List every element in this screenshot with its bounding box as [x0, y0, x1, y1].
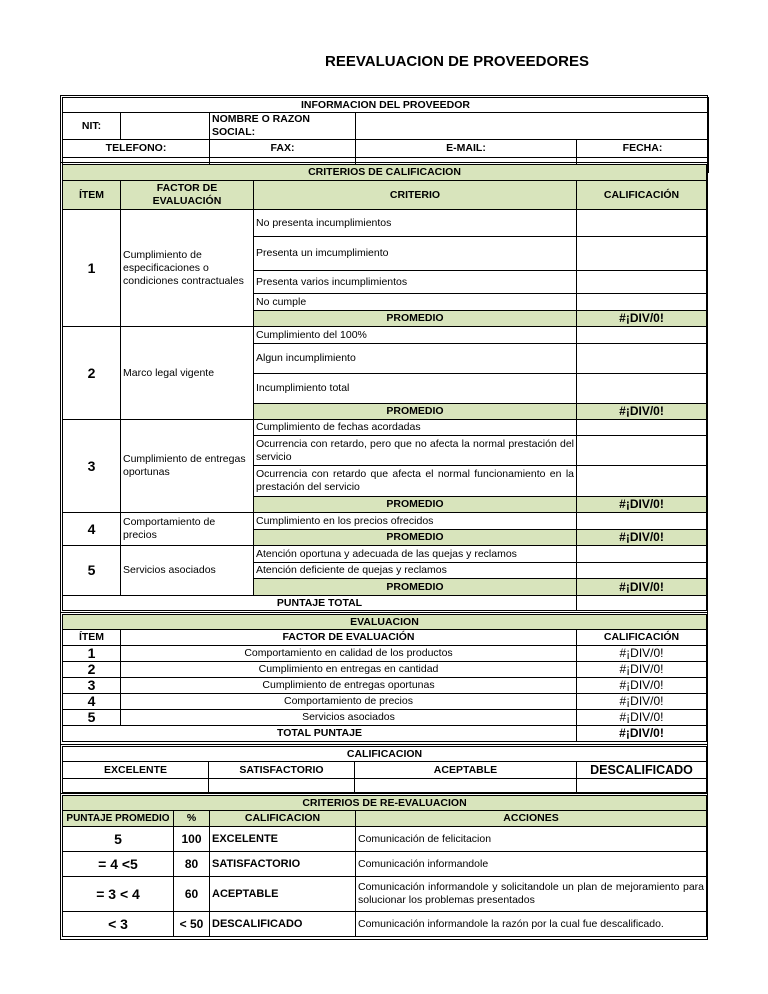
score-cell[interactable]	[577, 563, 707, 579]
phone-label: TELEFONO:	[63, 140, 210, 158]
reeval-col-score: PUNTAJE PROMEDIO	[63, 811, 174, 827]
score-cell[interactable]	[577, 271, 707, 294]
date-label: FECHA:	[577, 140, 709, 158]
table-row	[63, 912, 707, 937]
reeval-score: = 3 < 4	[63, 877, 174, 912]
col-score-header: CALIFICACIÓN	[577, 181, 707, 210]
rating-excelente: EXCELENTE	[63, 762, 209, 779]
reeval-rating: EXCELENTE	[210, 827, 356, 852]
supplier-info-header: INFORMACION DEL PROVEEDOR	[63, 98, 709, 113]
col-factor-header: FACTOR DE EVALUACIÓN	[121, 181, 254, 210]
reeval-action: Comunicación informandole la razón por la cual fue descalificado.	[356, 912, 707, 937]
reeval-rating: ACEPTABLE	[210, 877, 356, 912]
criterion-text: Cumplimiento del 100%	[254, 327, 577, 344]
criterion-text: Presenta varios incumplimientos	[254, 271, 577, 294]
reeval-col-rating: CALIFICACION	[210, 811, 356, 827]
reeval-action: Comunicación de felicitacion	[356, 827, 707, 852]
criterion-text: No presenta incumplimientos	[254, 210, 577, 237]
reeval-pct: < 50	[174, 912, 210, 937]
table-row	[63, 710, 707, 726]
email-label: E-MAIL:	[356, 140, 577, 158]
criteria-row	[63, 210, 707, 237]
reeval-pct: 60	[174, 877, 210, 912]
supplier-info-section	[60, 95, 708, 163]
table-row	[63, 877, 707, 912]
rating-aceptable: ACEPTABLE	[355, 762, 577, 779]
total-puntaje-value: #¡DIV/0!	[577, 726, 707, 742]
total-score-label: PUNTAJE TOTAL	[63, 596, 577, 611]
reeval-action: Comunicación informandole y solicitandole un plan de mejoramiento para solucionar los problemas presentados	[356, 877, 707, 912]
eval-col-item: ÍTEM	[63, 630, 121, 646]
item-number: 2	[63, 327, 121, 420]
reeval-action: Comunicación informandole	[356, 852, 707, 877]
eval-score: #¡DIV/0!	[577, 710, 707, 726]
score-cell[interactable]	[577, 344, 707, 374]
eval-col-factor: FACTOR DE EVALUACIÓN	[121, 630, 577, 646]
promedio-label: PROMEDIO	[254, 497, 577, 513]
eval-col-score: CALIFICACIÓN	[577, 630, 707, 646]
promedio-value: #¡DIV/0!	[577, 497, 707, 513]
score-cell[interactable]	[577, 294, 707, 311]
reeval-pct: 80	[174, 852, 210, 877]
evaluation-section	[60, 612, 708, 745]
score-cell[interactable]	[577, 546, 707, 563]
reeval-pct: 100	[174, 827, 210, 852]
score-cell[interactable]	[577, 420, 707, 436]
criterion-text: Incumplimiento total	[254, 374, 577, 404]
rating-satisfactorio-value[interactable]	[209, 779, 355, 793]
reeval-rating: SATISFACTORIO	[210, 852, 356, 877]
nit-label: NIT:	[63, 113, 121, 140]
score-cell[interactable]	[577, 374, 707, 404]
factor-label: Comportamiento de precios	[121, 513, 254, 546]
item-number: 4	[63, 513, 121, 546]
criteria-row	[63, 513, 707, 530]
rating-aceptable-value[interactable]	[355, 779, 577, 793]
item-number: 3	[63, 420, 121, 513]
rating-header: CALIFICACION	[63, 747, 707, 762]
total-score-row	[63, 596, 707, 611]
criterion-text: Cumplimiento de fechas acordadas	[254, 420, 577, 436]
reeval-score: 5	[63, 827, 174, 852]
factor-label: Cumplimiento de entregas oportunas	[121, 420, 254, 513]
criterion-text: Cumplimiento en los precios ofrecidos	[254, 513, 577, 530]
rating-excelente-value[interactable]	[63, 779, 209, 793]
total-score-value[interactable]	[577, 596, 707, 611]
criteria-row	[63, 327, 707, 344]
table-row	[63, 646, 707, 662]
rating-satisfactorio: SATISFACTORIO	[209, 762, 355, 779]
supplier-name-value[interactable]	[356, 113, 709, 140]
total-puntaje-label: TOTAL PUNTAJE	[63, 726, 577, 742]
promedio-value: #¡DIV/0!	[577, 530, 707, 546]
eval-factor: Comportamiento en calidad de los productos	[121, 646, 577, 662]
eval-item: 2	[63, 662, 121, 678]
col-criterion-header: CRITERIO	[254, 181, 577, 210]
score-cell[interactable]	[577, 513, 707, 530]
score-cell[interactable]	[577, 237, 707, 271]
reeval-rating: DESCALIFICADO	[210, 912, 356, 937]
reeval-score: < 3	[63, 912, 174, 937]
reeval-score: = 4 <5	[63, 852, 174, 877]
score-cell[interactable]	[577, 210, 707, 237]
eval-factor: Cumplimiento de entregas oportunas	[121, 678, 577, 694]
promedio-value: #¡DIV/0!	[577, 404, 707, 420]
table-row	[63, 678, 707, 694]
fax-label: FAX:	[210, 140, 356, 158]
criteria-row	[63, 546, 707, 563]
nit-value[interactable]	[121, 113, 210, 140]
supplier-name-label: NOMBRE O RAZON SOCIAL:	[210, 113, 356, 140]
score-cell[interactable]	[577, 436, 707, 466]
eval-score: #¡DIV/0!	[577, 662, 707, 678]
eval-factor: Comportamiento de precios	[121, 694, 577, 710]
item-number: 5	[63, 546, 121, 596]
promedio-label: PROMEDIO	[254, 311, 577, 327]
criterion-text: Ocurrencia con retardo, pero que no afecta la normal prestación del servicio	[254, 436, 577, 466]
criterion-text: Ocurrencia con retardo que afecta el normal funcionamiento en la prestación del servicio	[254, 466, 577, 497]
eval-item: 4	[63, 694, 121, 710]
eval-score: #¡DIV/0!	[577, 678, 707, 694]
total-puntaje-row	[63, 726, 707, 742]
criterion-text: Atención oportuna y adecuada de las quejas y reclamos	[254, 546, 577, 563]
reeval-col-actions: ACCIONES	[356, 811, 707, 827]
eval-score: #¡DIV/0!	[577, 646, 707, 662]
reeval-header: CRITERIOS DE RE-EVALUACION	[63, 796, 707, 811]
eval-factor: Cumplimiento en entregas en cantidad	[121, 662, 577, 678]
table-row	[63, 852, 707, 877]
table-row	[63, 662, 707, 678]
eval-score: #¡DIV/0!	[577, 694, 707, 710]
criterion-text: Presenta un imcumplimiento	[254, 237, 577, 271]
criterion-text: No cumple	[254, 294, 577, 311]
score-cell[interactable]	[577, 327, 707, 344]
promedio-label: PROMEDIO	[254, 404, 577, 420]
promedio-value: #¡DIV/0!	[577, 311, 707, 327]
factor-label: Marco legal vigente	[121, 327, 254, 420]
rating-descalificado-value[interactable]	[577, 779, 707, 793]
factor-label: Servicios asociados	[121, 546, 254, 596]
reeval-col-pct: %	[174, 811, 210, 827]
evaluation-header: EVALUACION	[63, 615, 707, 630]
eval-item: 3	[63, 678, 121, 694]
criteria-header: CRITERIOS DE CALIFICACION	[63, 165, 707, 181]
criterion-text: Algun incumplimiento	[254, 344, 577, 374]
promedio-label: PROMEDIO	[254, 579, 577, 596]
col-item-header: ÍTEM	[63, 181, 121, 210]
promedio-value: #¡DIV/0!	[577, 579, 707, 596]
item-number: 1	[63, 210, 121, 327]
criterion-text: Atención deficiente de quejas y reclamos	[254, 563, 577, 579]
eval-factor: Servicios asociados	[121, 710, 577, 726]
rating-section	[60, 744, 708, 794]
rating-descalificado: DESCALIFICADO	[577, 762, 707, 779]
factor-label: Cumplimiento de especificaciones o condiciones contractuales	[121, 210, 254, 327]
reevaluation-section	[60, 793, 708, 940]
criteria-row	[63, 420, 707, 436]
eval-item: 5	[63, 710, 121, 726]
table-row	[63, 694, 707, 710]
table-row	[63, 827, 707, 852]
criteria-section	[60, 162, 708, 613]
promedio-label: PROMEDIO	[254, 530, 577, 546]
score-cell[interactable]	[577, 466, 707, 497]
page-title: REEVALUACION DE PROVEEDORES	[325, 53, 589, 70]
eval-item: 1	[63, 646, 121, 662]
